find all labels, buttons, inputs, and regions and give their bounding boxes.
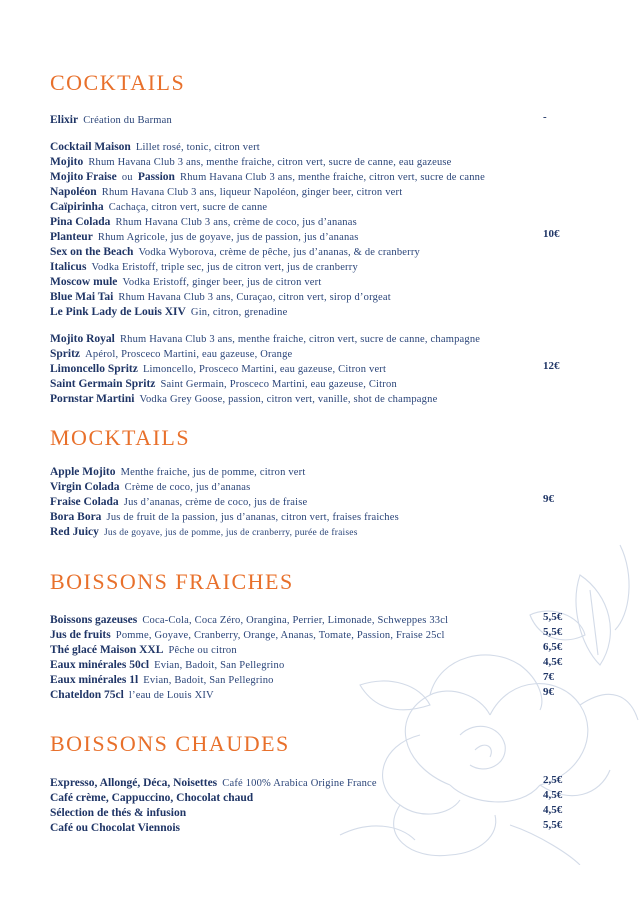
menu-item <box>50 242 590 257</box>
item-name: Chateldon 75cl <box>50 689 124 701</box>
menu-item <box>50 625 590 640</box>
menu-item <box>50 257 590 272</box>
menu-item <box>50 655 590 670</box>
menu-item <box>50 803 590 818</box>
item-price: 5,5€ <box>543 611 563 623</box>
menu-item <box>50 182 590 197</box>
item-name: Spritz <box>50 348 81 360</box>
item-price: 4,5€ <box>543 804 563 816</box>
item-name: Café crème, Cappuccino, Chocolat chaud <box>50 792 254 804</box>
menu-item <box>50 477 590 492</box>
item-desc: Rhum Havana Club 3 ans, Curaçao, citron vert, sirop d’orgeat <box>118 292 391 303</box>
item-desc: Rhum Havana Club 3 ans, menthe fraiche, citron vert, sucre de canne, champagne <box>119 334 481 345</box>
item-price: 2,5€ <box>543 774 563 786</box>
item-connector: ou <box>121 172 133 183</box>
item-name: Thé glacé Maison XXL <box>50 644 164 656</box>
item-name: Moscow mule <box>50 276 118 288</box>
item-name: Bora Bora <box>50 511 102 523</box>
item-desc: Coca-Cola, Coca Zéro, Orangina, Perrier, Limonade, Schweppes 33cl <box>142 615 449 626</box>
item-name: Virgin Colada <box>50 481 120 493</box>
menu-item <box>50 167 590 182</box>
menu-item <box>50 788 590 803</box>
menu-item <box>50 359 590 374</box>
item-name: Café ou Chocolat Viennois <box>50 822 181 834</box>
menu-item <box>50 272 590 287</box>
item-name: Red Juicy <box>50 526 99 538</box>
menu-item <box>50 462 590 477</box>
item-name: Pornstar Martini <box>50 393 135 405</box>
menu-item <box>50 152 590 167</box>
menu-item <box>50 137 590 152</box>
menu-item <box>50 685 590 700</box>
item-desc: Rhum Agricole, jus de goyave, jus de passion, jus d’ananas <box>97 232 359 243</box>
item-desc: Cachaça, citron vert, sucre de canne <box>108 202 268 213</box>
price-mocktails: 9€ <box>543 493 554 505</box>
menu-item <box>50 302 590 317</box>
item-name: Sélection de thés & infusion <box>50 807 187 819</box>
menu-item <box>50 389 590 404</box>
menu-item <box>50 287 590 302</box>
item-name: Boissons gazeuses <box>50 614 138 626</box>
item-desc: Création du Barman <box>83 115 172 126</box>
item-name: Planteur <box>50 231 93 243</box>
item-name: Pina Colada <box>50 216 111 228</box>
item-desc: Rhum Havana Club 3 ans, menthe fraiche, citron vert, sucre de canne <box>180 172 485 183</box>
menu-item <box>50 507 590 522</box>
menu-item <box>50 197 590 212</box>
item-price: 9€ <box>543 686 554 698</box>
item-desc: Vodka Grey Goose, passion, citron vert, vanille, shot de champagne <box>139 394 438 405</box>
item-name: Jus de fruits <box>50 629 111 641</box>
item-desc: Rhum Havana Club 3 ans, liqueur Napoléon, ginger beer, citron vert <box>101 187 403 198</box>
item-name: Blue Mai Tai <box>50 291 114 303</box>
section-title-boissons-chaudes: BOISSONS CHAUDES <box>50 731 290 756</box>
item-desc: Pomme, Goyave, Cranberry, Orange, Ananas, Tomate, Passion, Fraise 25cl <box>115 630 445 641</box>
item-desc: Jus de goyave, jus de pomme, jus de cranberry, purée de fraises <box>103 528 358 538</box>
menu-item <box>50 818 590 833</box>
item-desc: Crème de coco, jus d’ananas <box>124 482 251 493</box>
item-desc: Apérol, Prosceco Martini, eau gazeuse, Orange <box>85 349 293 360</box>
menu-item <box>50 374 590 389</box>
item-name: Mojito <box>50 156 84 168</box>
menu-item <box>50 522 590 537</box>
price-cocktails-group2: 12€ <box>543 360 560 372</box>
item-price: 4,5€ <box>543 789 563 801</box>
item-desc: Jus de fruit de la passion, jus d’ananas, citron vert, fraises fraiches <box>106 512 399 523</box>
item-desc: l’eau de Louis XIV <box>128 690 214 701</box>
menu-item <box>50 773 590 788</box>
item-name: Italicus <box>50 261 87 273</box>
item-name: Elixir <box>50 114 79 126</box>
item-name-2: Passion <box>137 171 175 183</box>
menu-item <box>50 344 590 359</box>
item-desc: Evian, Badoit, San Pellegrino <box>154 660 285 671</box>
menu-item-elixir <box>50 110 590 125</box>
item-name: Sex on the Beach <box>50 246 134 258</box>
section-title-cocktails: COCKTAILS <box>50 70 186 95</box>
item-desc: Rhum Havana Club 3 ans, crème de coco, jus d’ananas <box>115 217 357 228</box>
item-desc: Saint Germain, Prosceco Martini, eau gazeuse, Citron <box>160 379 397 390</box>
item-desc: Vodka Eristoff, triple sec, jus de citron vert, jus de cranberry <box>91 262 358 273</box>
item-desc: Lillet rosé, tonic, citron vert <box>135 142 260 153</box>
item-desc: Café 100% Arabica Origine France <box>222 778 377 789</box>
item-price: 5,5€ <box>543 819 563 831</box>
item-name: Napoléon <box>50 186 97 198</box>
item-desc: Limoncello, Prosceco Martini, eau gazeuse, Citron vert <box>142 364 387 375</box>
item-name: Eaux minérales 50cl <box>50 659 150 671</box>
item-desc: Vodka Eristoff, ginger beer, jus de citron vert <box>122 277 322 288</box>
menu-item <box>50 329 590 344</box>
menu-item <box>50 640 590 655</box>
item-desc: Gin, citron, grenadine <box>190 307 288 318</box>
item-desc: Jus d’ananas, crème de coco, jus de fraise <box>123 497 308 508</box>
item-name: Fraise Colada <box>50 496 119 508</box>
item-name: Eaux minérales 1l <box>50 674 139 686</box>
item-price: 7€ <box>543 671 554 683</box>
menu-item <box>50 227 590 242</box>
item-name: Le Pink Lady de Louis XIV <box>50 306 186 318</box>
item-name: Limoncello Spritz <box>50 363 138 375</box>
item-desc: Menthe fraiche, jus de pomme, citron vert <box>120 467 306 478</box>
item-name: Cocktail Maison <box>50 141 131 153</box>
item-name: Expresso, Allongé, Déca, Noisettes <box>50 777 218 789</box>
menu-item <box>50 610 590 625</box>
menu-item <box>50 212 590 227</box>
item-desc: Evian, Badoit, San Pellegrino <box>143 675 274 686</box>
item-name: Mojito Royal <box>50 333 115 345</box>
item-price: 5,5€ <box>543 626 563 638</box>
menu-item <box>50 492 590 507</box>
price-elixir: - <box>543 111 547 123</box>
item-price: 6,5€ <box>543 641 563 653</box>
section-title-boissons-fraiches: BOISSONS FRAICHES <box>50 569 294 594</box>
price-cocktails-group1: 10€ <box>543 228 560 240</box>
menu-item <box>50 670 590 685</box>
item-name: Mojito Fraise <box>50 171 117 183</box>
item-name: Saint Germain Spritz <box>50 378 156 390</box>
section-title-mocktails: MOCKTAILS <box>50 425 191 450</box>
item-price: 4,5€ <box>543 656 563 668</box>
item-desc: Rhum Havana Club 3 ans, menthe fraiche, citron vert, sucre de canne, eau gazeuse <box>88 157 452 168</box>
item-desc: Vodka Wyborova, crème de pêche, jus d’ananas, & de cranberry <box>138 247 421 258</box>
item-name: Apple Mojito <box>50 466 116 478</box>
item-name: Caïpirinha <box>50 201 104 213</box>
item-desc: Pêche ou citron <box>168 645 237 656</box>
